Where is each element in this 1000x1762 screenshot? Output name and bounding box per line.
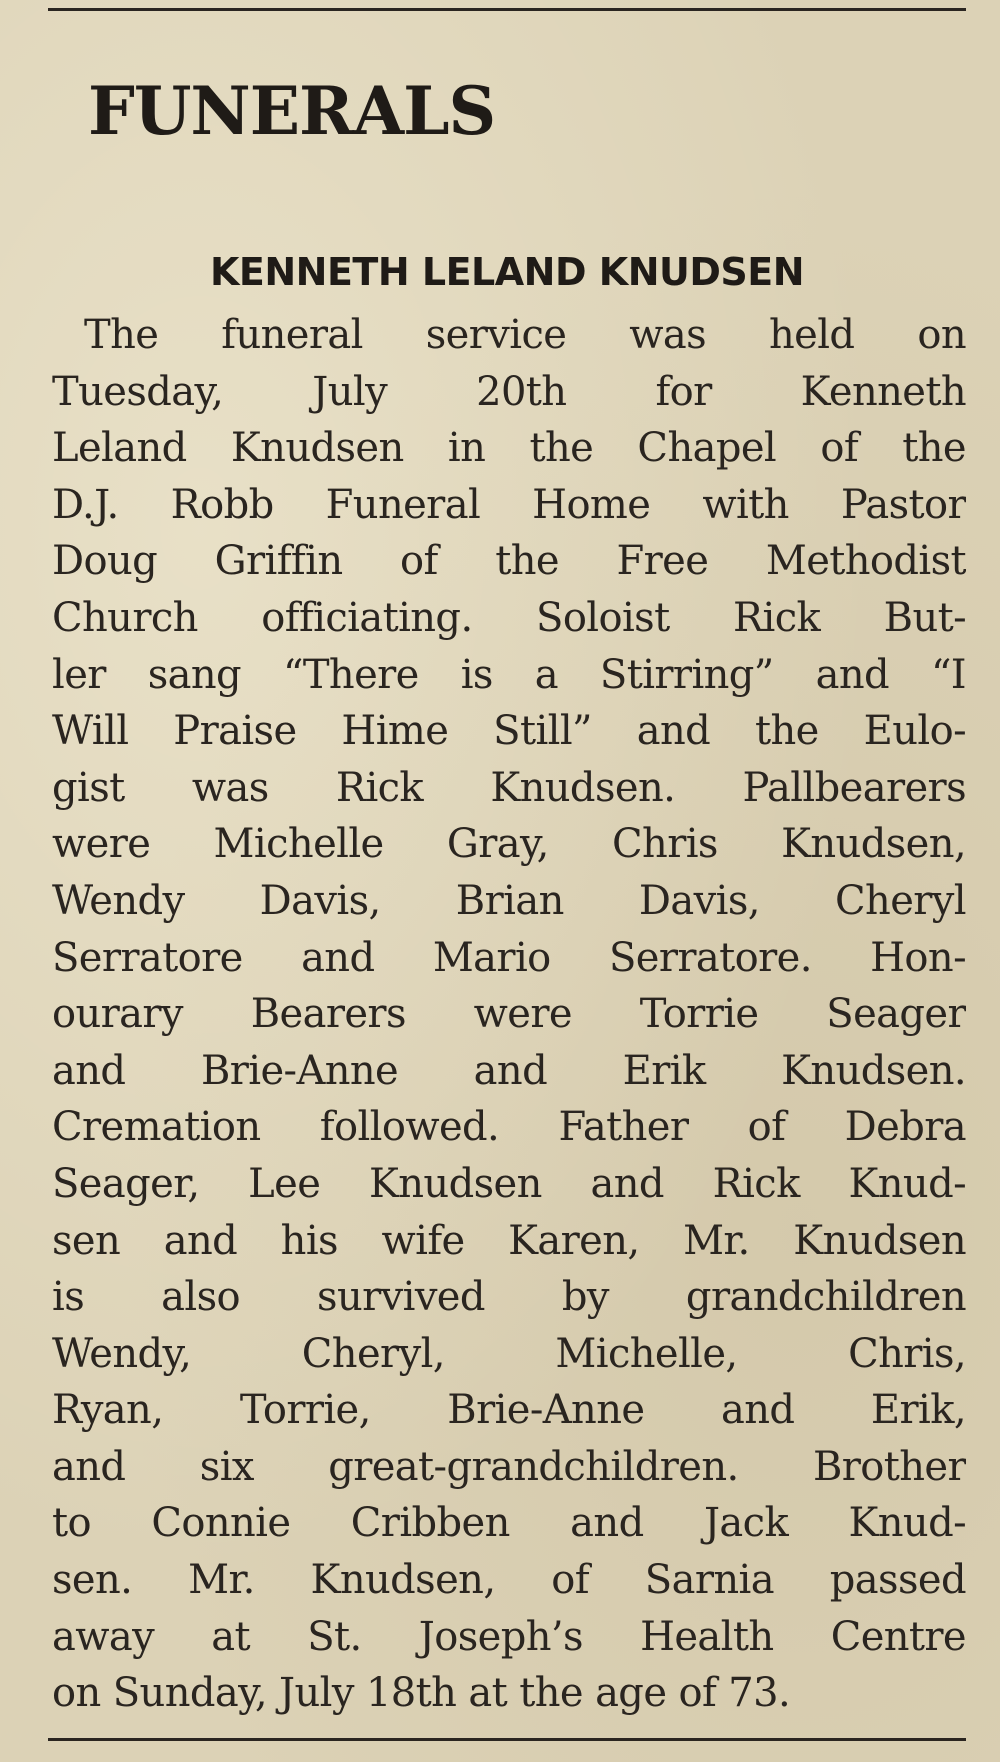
obituary-line: to Connie Cribben and Jack Knud-	[52, 1500, 966, 1547]
obituary-line: Wendy, Cheryl, Michelle, Chris,	[52, 1330, 966, 1377]
obituary-line: Serratore and Mario Serratore. Hon-	[52, 934, 966, 981]
obituary-line: Seager, Lee Knudsen and Rick Knud-	[52, 1160, 966, 1207]
obituary-name: KENNETH LELAND KNUDSEN	[209, 250, 805, 294]
obituary-line: on Sunday, July 18th at the age of 73.	[52, 1670, 791, 1717]
obituary-line: Will Praise Hime Still” and the Eulo-	[52, 708, 966, 755]
obituary-line: sen and his wife Karen, Mr. Knudsen	[52, 1217, 966, 1264]
obituary-line: Leland Knudsen in the Chapel of the	[52, 425, 966, 472]
obituary-line: The funeral service was held on	[84, 312, 966, 358]
section-title: FUNERALS	[88, 72, 496, 150]
obituary-line: and six great-grandchildren. Brother	[52, 1443, 966, 1490]
obituary-line: away at St. Joseph’s Health Centre	[52, 1613, 966, 1660]
obituary-line: Doug Griffin of the Free Methodist	[52, 538, 966, 585]
obituary-line: ourary Bearers were Torrie Seager	[52, 991, 966, 1038]
obituary-line: Church officiating. Soloist Rick But-	[52, 594, 966, 641]
obituary-line: Ryan, Torrie, Brie-Anne and Erik,	[52, 1387, 966, 1434]
obituary-line: D.J. Robb Funeral Home with Pastor	[52, 481, 966, 528]
obituary-line: sen. Mr. Knudsen, of Sarnia passed	[52, 1557, 966, 1604]
obituary-line: were Michelle Gray, Chris Knudsen,	[52, 821, 966, 868]
top-rule	[48, 8, 966, 11]
obituary-line: and Brie-Anne and Erik Knudsen.	[52, 1047, 966, 1094]
obituary-line: is also survived by grandchildren	[52, 1274, 966, 1321]
obituary-line: Wendy Davis, Brian Davis, Cheryl	[52, 877, 966, 924]
bottom-rule	[48, 1738, 966, 1741]
obituary-line: gist was Rick Knudsen. Pallbearers	[52, 764, 966, 811]
obituary-body	[52, 307, 966, 1722]
obituary-line: ler sang “There is a Stirring” and “I	[52, 651, 966, 698]
obituary-line: Tuesday, July 20th for Kenneth	[52, 368, 966, 415]
obituary-line: Cremation followed. Father of Debra	[52, 1104, 966, 1151]
